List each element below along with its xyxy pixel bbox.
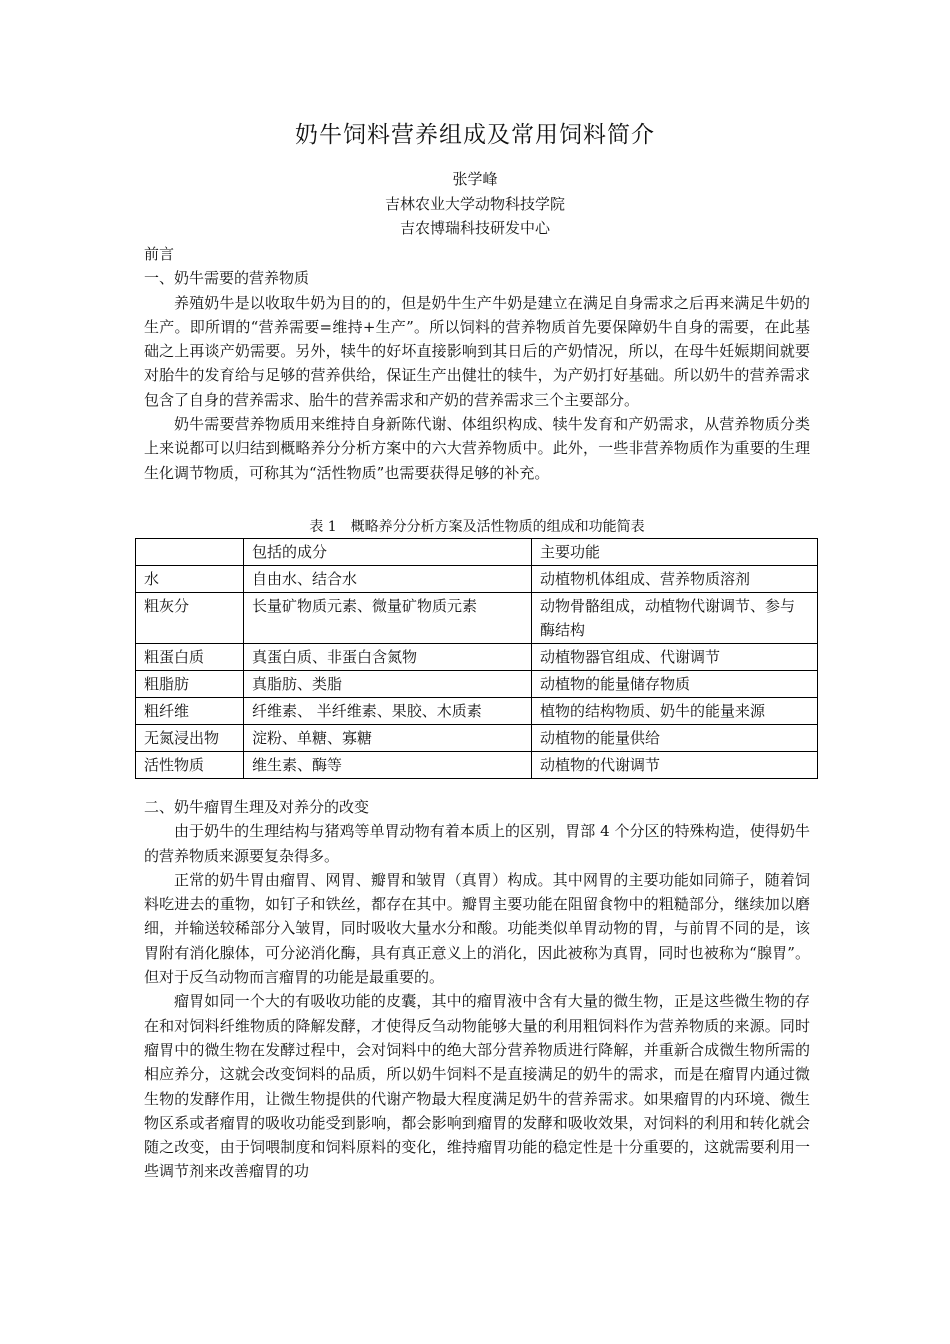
affiliation-center: 吉农博瑞科技研发中心 (399, 219, 550, 237)
table-cell: 自由水、结合水 (244, 566, 532, 593)
table-cell: 纤维素、 半纤维素、果胶、木质素 (244, 698, 532, 725)
table-row (136, 698, 818, 725)
table-cell: 真脂肪、类脂 (244, 671, 532, 698)
table-row (136, 566, 818, 593)
preface-heading: 前言 (144, 245, 175, 263)
section1-paragraph-2: 奶牛需要营养物质用来维持自身新陈代谢、体组织构成、犊牛发育和产奶需求，从营养物质分类上来说都可以归结到概略养分分析方案中的六大营养物质中。此外，一些非营养物质作为重要的生理生化调节物质，可称其为“活性物质”也需要获得足够的补充。 (144, 415, 810, 482)
table-cell: 长量矿物质元素、微量矿物质元素 (244, 593, 532, 644)
table-row (136, 725, 818, 752)
table-cell: 动植物器官组成、代谢调节 (532, 644, 818, 671)
table-cell: 粗脂肪 (136, 671, 244, 698)
section2-paragraph-2: 正常的奶牛胃由瘤胃、网胃、瓣胃和皱胃（真胃）构成。其中网胃的主要功能如同筛子，随着饲料吃进去的重物，如钉子和铁丝，都存在其中。瓣胃主要功能在阻留食物中的粗糙部分，继续加以磨细，并输送较稀部分入皱胃，同时吸收大量水分和酸。功能类似单胃动物的胃，与前胃不同的是，该胃附有消化腺体，可分泌消化酶，具有真正意义上的消化，因此被称为真胃，同时也被称为“腺胃”。但对于反刍动物而言瘤胃的功能是最重要的。 (144, 870, 810, 987)
table-cell: 动植物的代谢调节 (532, 752, 818, 779)
author-name: 张学峰 (452, 170, 498, 188)
table-row (136, 593, 818, 644)
section1-paragraph-1: 养殖奶牛是以收取牛奶为目的的，但是奶牛生产牛奶是建立在满足自身需求之后再来满足牛奶的生产。即所谓的“营养需要=维持+生产”。所以饲料的营养物质首先要保障奶牛自身的需要，在此基础之上再谈产奶需要。另外，犊牛的好坏直接影响到其日后的产奶情况，所以，在母牛妊娠期间就要对胎牛的发育给与足够的营养供给，保证生产出健壮的犊牛，为产奶打好基础。所以奶牛的营养需求包含了自身的营养需求、胎牛的营养需求和产奶的营养需求三个主要部分。 (144, 293, 810, 409)
table-header-cell: 包括的成分 (244, 539, 532, 566)
table-row (136, 752, 818, 779)
table-cell: 维生素、酶等 (244, 752, 532, 779)
table-cell: 动植物的能量储存物质 (532, 671, 818, 698)
table-cell: 动物骨骼组成，动植物代谢调节、参与酶结构 (532, 593, 818, 644)
table-cell: 动植物机体组成、营养物质溶剂 (532, 566, 818, 593)
section2-paragraph-3: 瘤胃如同一个大的有吸收功能的皮囊，其中的瘤胃液中含有大量的微生物，正是这些微生物的存在和对饲料纤维物质的降解发酵，才使得反刍动物能够大量的利用粗饲料作为营养物质的来源。同时瘤胃中的微生物在发酵过程中，会对饲料中的绝大部分营养物质进行降解，并重新合成微生物所需的相应养分，这就会改变饲料的品质，所以奶牛饲料不是直接满足的奶牛的需求，而是在瘤胃内通过微生物的发酵作用，让微生物提供的代谢产物最大程度满足奶牛的营养需求。如果瘤胃的内环境、微生物区系或者瘤胃的吸收功能受到影响，都会影响到瘤胃的发酵和吸收效果，对饲料的利用和转化就会随之改变，由于饲喂制度和饲料原料的变化，维持瘤胃功能的稳定性是十分重要的，这就需要利用一些调节剂来改善瘤胃的功 (144, 992, 810, 1181)
table-cell: 粗灰分 (136, 593, 244, 644)
section2-block (144, 795, 810, 1184)
table-cell: 动植物的能量供给 (532, 725, 818, 752)
section1-block (144, 242, 810, 485)
table-cell: 粗蛋白质 (136, 644, 244, 671)
table-caption: 表 1 概略养分分析方案及活性物质的组成和功能简表 (309, 519, 645, 535)
table-header-cell: 主要功能 (532, 539, 818, 566)
table-cell: 植物的结构物质、奶牛的能量来源 (532, 698, 818, 725)
document-title: 奶牛饲料营养组成及常用饲料简介 (295, 122, 655, 148)
table-row (136, 644, 818, 671)
table-cell: 真蛋白质、非蛋白含氮物 (244, 644, 532, 671)
table-header-row (136, 539, 818, 566)
section1-heading: 一、奶牛需要的营养物质 (144, 269, 310, 288)
table-cell: 粗纤维 (136, 698, 244, 725)
table-row (136, 671, 818, 698)
table-header-cell (136, 539, 244, 566)
section2-paragraph-1: 由于奶牛的生理结构与猪鸡等单胃动物有着本质上的区别，胃部 4 个分区的特殊构造，使得奶牛的营养物质来源要复杂得多。 (144, 822, 810, 865)
table-cell: 淀粉、单糖、寡糖 (244, 725, 532, 752)
section2-heading: 二、奶牛瘤胃生理及对养分的改变 (144, 798, 370, 816)
table-cell: 水 (136, 566, 244, 593)
table-cell: 活性物质 (136, 752, 244, 779)
table-cell: 无氮浸出物 (136, 725, 244, 752)
affiliation-university: 吉林农业大学动物科技学院 (384, 195, 565, 213)
nutrient-table (135, 538, 818, 779)
